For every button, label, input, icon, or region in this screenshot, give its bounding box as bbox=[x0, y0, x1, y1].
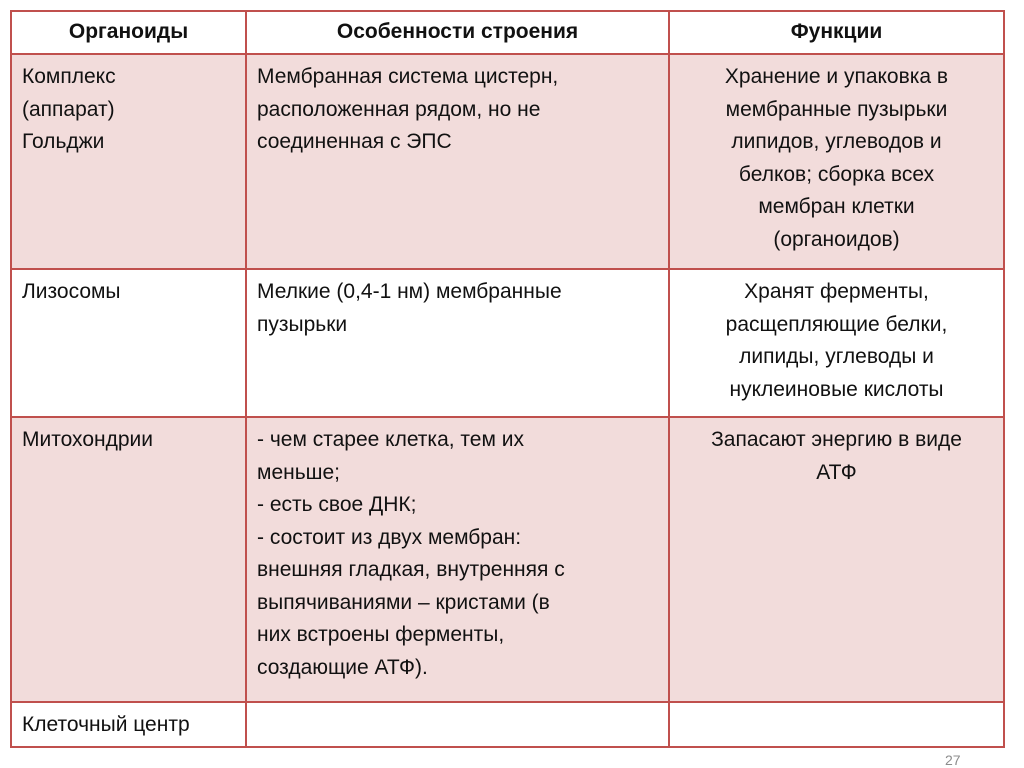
cell-organoid bbox=[11, 417, 246, 702]
table-row bbox=[11, 702, 1004, 747]
cell-function bbox=[669, 702, 1004, 747]
cell-function bbox=[669, 54, 1004, 269]
page-number: 27 bbox=[945, 752, 961, 768]
text-line: Запасают энергию в виде bbox=[711, 428, 962, 451]
text-line: внешняя гладкая, внутренняя с bbox=[257, 558, 565, 581]
cell-organoid bbox=[11, 702, 246, 747]
header-functions: Функции bbox=[669, 11, 1004, 54]
cell-organoid bbox=[11, 269, 246, 417]
text-line: липиды, углеводы и bbox=[739, 345, 934, 368]
table-row bbox=[11, 54, 1004, 269]
text-line: создающие АТФ). bbox=[257, 655, 428, 679]
text-line: мембран клетки bbox=[758, 195, 915, 218]
text-line: пузырьки bbox=[257, 312, 348, 336]
text-line: выпячиваниями – кристами (в bbox=[257, 590, 550, 614]
cell-structure bbox=[246, 269, 669, 417]
cell-organoid bbox=[11, 54, 246, 269]
text-line: (аппарат) bbox=[22, 97, 115, 121]
text-line: Мелкие (0,4-1 нм) мембранные bbox=[257, 280, 562, 303]
text-line: Лизосомы bbox=[22, 280, 121, 303]
text-line: Мембранная система цистерн, bbox=[257, 65, 559, 88]
cell-structure bbox=[246, 417, 669, 702]
text-line: мембранные пузырьки bbox=[725, 97, 948, 121]
text-line: Комплекс bbox=[22, 65, 116, 88]
cell-function bbox=[669, 417, 1004, 702]
cell-function bbox=[669, 269, 1004, 417]
text-line: - есть свое ДНК; bbox=[257, 493, 417, 516]
text-line: - чем старее клетка, тем их bbox=[257, 428, 524, 451]
text-line: (органоидов) bbox=[773, 227, 900, 251]
text-line: расположенная рядом, но не bbox=[257, 97, 541, 121]
text-line: Хранят ферменты, bbox=[744, 280, 929, 303]
text-line: Клеточный центр bbox=[22, 713, 190, 736]
header-organoids: Органоиды bbox=[11, 11, 246, 54]
organoids-table bbox=[10, 10, 1005, 748]
text-line: соединенная с ЭПС bbox=[257, 130, 452, 153]
text-line: Хранение и упаковка в bbox=[724, 65, 949, 88]
cell-structure bbox=[246, 54, 669, 269]
header-structure: Особенности строения bbox=[246, 11, 669, 54]
text-line: Митохондрии bbox=[22, 428, 153, 451]
text-line: нуклеиновые кислоты bbox=[729, 377, 944, 401]
text-line: расщепляющие белки, bbox=[725, 312, 948, 336]
cell-structure bbox=[246, 702, 669, 747]
table-row bbox=[11, 269, 1004, 417]
table-row bbox=[11, 417, 1004, 702]
table-header-row bbox=[11, 11, 1004, 54]
text-line: белков; сборка всех bbox=[738, 162, 935, 186]
text-line: липидов, углеводов и bbox=[731, 130, 942, 153]
text-line: них встроены ферменты, bbox=[257, 623, 505, 646]
text-line: АТФ bbox=[816, 460, 857, 484]
text-line: меньше; bbox=[257, 460, 341, 484]
text-line: Гольджи bbox=[22, 130, 105, 153]
text-line: - состоит из двух мембран: bbox=[257, 525, 522, 549]
